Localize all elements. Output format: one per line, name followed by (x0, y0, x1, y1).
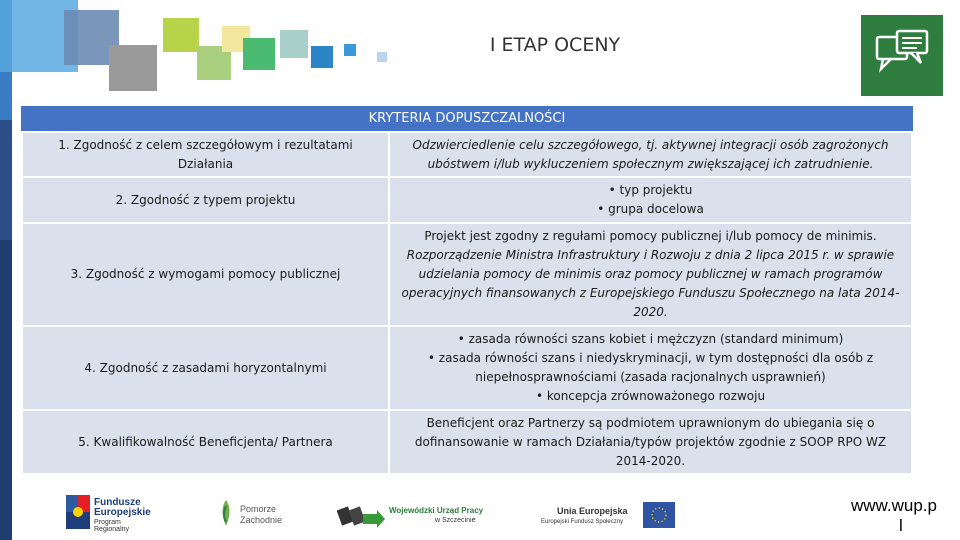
description-cell (389, 132, 912, 177)
criterion-cell: 4. Zgodność z zasadami horyzontalnymi (22, 326, 389, 410)
description-cell (389, 326, 912, 410)
slide-title: I ETAP OCENY (489, 34, 621, 56)
criterion-cell: 5. Kwalifikowalność Beneficjenta/ Partnera (22, 410, 389, 474)
criterion-cell: 2. Zgodność z typem projektu (22, 177, 389, 223)
bullet-item: • zasada równości szans kobiet i mężczyzn (standard minimum) (457, 332, 844, 346)
chat-bubbles-icon (861, 15, 943, 96)
website-url[interactable] (851, 496, 937, 536)
bullet-item: • grupa docelowa (597, 202, 704, 216)
table-row (22, 410, 912, 474)
description-cell (389, 223, 912, 326)
unia-europejska-logo: Unia Europejska Europejski Fundusz Społeczny (541, 500, 675, 532)
url-text[interactable]: www.wup.p (851, 496, 937, 515)
table-row (22, 326, 912, 410)
url-tail-text[interactable]: l (899, 516, 903, 535)
bullet-item: • zasada równości szans i niedyskryminacji, w tym dostępności dla osób z niepełnosprawnościami (zasada racjonalnych usprawnień) (427, 351, 874, 384)
table-row (22, 177, 912, 223)
description-text: Odzwierciedlenie celu szczegółowego, tj. aktywnej integracji osób zagrożonych ubóstwem i/lub wykluczeniem społecznym zwiększającej ich zatrudnienie. (412, 137, 889, 171)
description-cell (389, 177, 912, 223)
description-text: Projekt jest zgodny z regułami pomocy publicznej i/lub pomocy de minimis. (424, 229, 877, 243)
eu-flag-icon (643, 502, 675, 528)
criteria-table (21, 106, 913, 475)
wup-szczecin-logo: Wojewódzki Urząd Pracy w Szczecinie (337, 500, 487, 530)
bullet-item: • typ projektu (608, 183, 693, 197)
table-row (22, 132, 912, 177)
description-italic-text: Rozporządzenie Ministra Infrastruktury i Rozwoju z dnia 2 lipca 2015 r. w sprawie udzielania pomocy de minimis oraz pomocy publicznej w ramach programów operacyjnych finansowanych z Europejskiego Funduszu Społecznego na lata 2014-2020. (401, 248, 900, 319)
criterion-cell: 3. Zgodność z wymogami pomocy publicznej (22, 223, 389, 326)
table-header: KRYTERIA DOPUSZCZALNOŚCI (21, 106, 913, 131)
description-cell: Beneficjent oraz Partnerzy są podmiotem uprawnionym do ubiegania się o dofinansowanie w ramach Działania/typów projektów zgodnie z SOOP RPO WZ 2014-2020. (389, 410, 912, 474)
table-row (22, 223, 912, 326)
bullet-item: • koncepcja zrównoważonego rozwoju (535, 389, 766, 403)
pomorze-zachodnie-logo: Pomorze Zachodnie (216, 498, 286, 530)
criterion-cell: 1. Zgodność z celem szczegółowym i rezultatami Działania (22, 132, 389, 177)
fundusze-europejskie-logo: Fundusze Europejskie Program Regionalny (66, 495, 156, 531)
